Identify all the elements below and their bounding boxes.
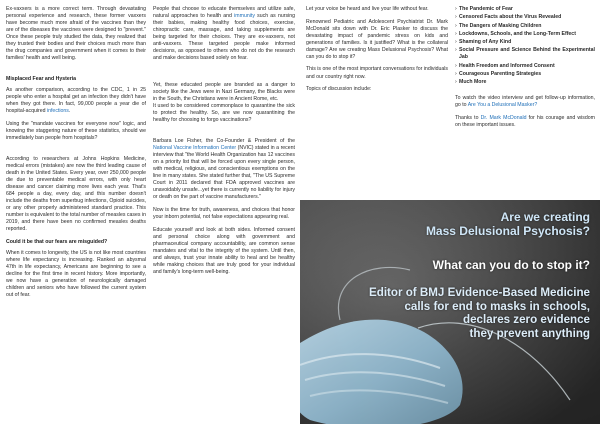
article-column-4	[455, 6, 595, 135]
topic-item: › The Pandemic of Fear	[455, 6, 595, 13]
topic-item: › Social Pressure and Science Behind the Experimental Jab	[455, 47, 595, 61]
topic-item: › Shaming of Any Kind	[455, 39, 595, 46]
branded-paragraph: Yet, these educated people are branded as a danger to society like the Jews were in Nazi Germany, the Blacks were in the South, the Christians were in Ancient Rome, etc. It used to be considered commonplace to quarantine the sick to protect the healthy. So, are we now quarantining the healthy for choosing to forgo vaccinations?	[153, 82, 295, 124]
fisher-paragraph	[153, 138, 295, 202]
cdc-text: As another comparison, according to the CDC, 1 in 25 people who enter a hospital get an infection they didn't have when they got there. In fact, 99,000 people a year die of hospital-acquired	[6, 87, 146, 115]
article-column-1	[6, 6, 146, 305]
educate-text: People that choose to educate themselves and utilize safe, natural approaches to health and	[153, 6, 295, 20]
hopkins-paragraph: According to researchers at Johns Hopkins Medicine, medical errors (mistakes) are now the third leading cause of death in the United States. Every year, over 250,000 people die due to preventable medical errors, with only heart disease and cancer claiming more lives each year. That's 684 people a day, every day, and this number doesn't include the deaths from superbug infections, Opioid suicides, or any other properly administered standard practice. This number is equivalent to the total number of measles cases in 2019, and there have been no confirmed measles deaths reported.	[6, 155, 146, 233]
watch-text: To watch the video interview and get follow-up information, go to	[455, 95, 595, 109]
intro-paragraph: Ex-vaxxers is a more correct term. Through devastating personal experience and research, these former vaxxers have become much more afraid of the vaccines than they are of the diseases the vaccines were designed to "prevent." Once these people truly studied the data, they realized that they trusted their bodies and their choices much more than the drug companies and government when it comes to their families' health and well being.	[6, 6, 146, 62]
banner-question: What can you do to stop it?	[432, 258, 590, 272]
topic-item: › Health Freedom and Informed Consent	[455, 63, 595, 70]
spacer	[153, 68, 295, 82]
topic-item: › Much More	[455, 79, 595, 86]
watch-paragraph	[455, 95, 595, 109]
thanks-text: Thanks to	[455, 114, 481, 121]
truth-paragraph: Now is the time for truth, awareness, and choices that honor your inborn potential, not false expectations appearing real.	[153, 206, 295, 220]
section-heading-fear: Misplaced Fear and Hysteria	[6, 76, 77, 82]
banner-headline: Are we creating Mass Delusional Psychosis?	[425, 210, 590, 239]
spacer	[6, 68, 146, 76]
spacer	[153, 130, 295, 138]
mask-banner-image	[300, 200, 600, 424]
fisher-text: Barbara Loe Fisher, the Co-Founder & President of the	[153, 137, 295, 144]
mcdonald-link[interactable]: Dr. Mark McDonald	[480, 114, 527, 121]
article-column-3	[306, 6, 448, 99]
spacer	[6, 148, 146, 156]
topics-intro: Topics of discussion include:	[306, 86, 372, 93]
banner-subheadline: Editor of BMJ Evidence-Based Medicine calls for end to masks in schools, declares zero evidence they prevent anything	[369, 286, 590, 341]
topic-item: › The Dangers of Masking Children	[455, 23, 595, 30]
interview-paragraph: Renowned Pediatric and Adolescent Psychiatrist Dr. Mark McDonald sits down with Dr. Eric Plasker to discuss the devastating impact of pandemic stress on kids and generations of families. Is it justified? What is the collateral damage? Are we creating Mass Delusional Psychosis? What can you do to stop it?	[306, 18, 448, 60]
spacer	[455, 87, 595, 95]
cdc-text-end: .	[68, 108, 71, 115]
educate-paragraph	[153, 6, 295, 63]
article-column-2	[153, 6, 295, 282]
topics-list	[455, 6, 595, 86]
immunity-link[interactable]: immunity	[234, 13, 255, 20]
infections-link[interactable]: infections	[46, 108, 69, 115]
educate-yourself-paragraph: Educate yourself and look at both sides. Informed consent and personal choice along with government and pharmaceutical company accountability, are common sense mandates and vital to the integrity of the system. Until then, and always, trust your innate ability to heal and be healthy while making choices that are truly good for your individual and family's long-term well-being.	[153, 226, 295, 275]
educate-text-end: such as nursing their babies, making healthy food choices, exercise, chiropractic care, massage, and taking supplements are being targeted for their choices. They are ex-vaxxers, not anti-vaxxers. These targeted people make informed decisions, as opposed to others who do not do the research and make decisions based solely on fear.	[153, 13, 296, 62]
nvic-link[interactable]: National Vaccine Information Center	[153, 144, 237, 151]
topic-item: › Lockdowns, Schools, and the Long-Term Effect	[455, 31, 595, 38]
cdc-paragraph	[6, 87, 146, 115]
hospital-ban-paragraph: Using the "mandate vaccines for everyone now" logic, and knowing the staggering nature of these statistics, should we immediately ban people from hospitals?	[6, 120, 146, 141]
fisher-text-end: (NVIC) stated in a recent interview that "the World Health Organization has 12 vaccines on a priority list that will be forced upon every single person, with medical, religious, and conscientious exemptions on the line in many states. She stated further that, "The US Supreme Court in 2011 declared that FDA approved vaccines are unavoidably unsafe...yet there is currently no liability for injury or death on the part of vaccine manufacturers."	[153, 144, 295, 201]
thanks-paragraph	[455, 115, 595, 129]
longevity-paragraph: When it comes to longevity, the US is not like most countries where life expectancy is increasing. Ranked an abysmal 47th in life expectancy, Americans are beginning to see a decline for the first time in recent history. More importantly, we now have a generation of neurologically damaged children and seniors who have followed the current system out of fear.	[6, 249, 146, 299]
thanks-text-end: for his courage and wisdom on these important issues.	[455, 114, 595, 128]
topic-item: › Censored Facts about the Virus Revealed	[455, 14, 595, 21]
delusional-masker-link[interactable]: Are You a Delusional Masker?	[467, 102, 538, 109]
topic-item: › Courageous Parenting Strategies	[455, 71, 595, 78]
voice-paragraph: Let your voice be heard and live your life without fear.	[306, 6, 429, 12]
conversation-paragraph: This is one of the most important conversations for individuals and our country right now.	[306, 66, 448, 80]
section-heading-misguided: Could it be that our fears are misguided?	[6, 238, 108, 245]
